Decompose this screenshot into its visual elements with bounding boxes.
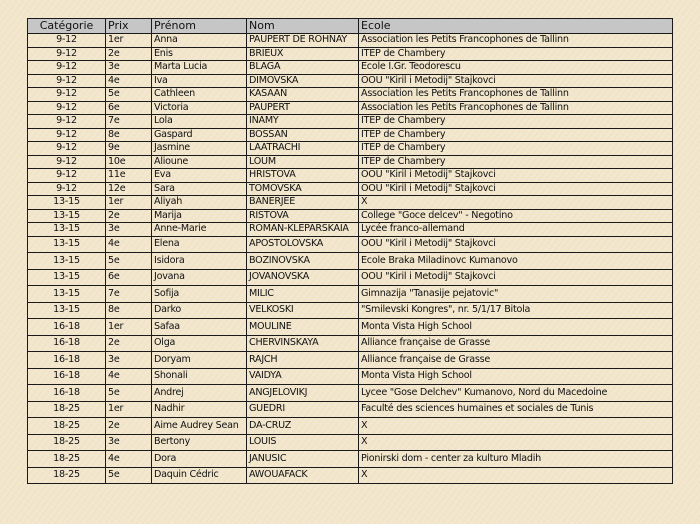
cell-prenom: Cathleen bbox=[152, 88, 247, 102]
cell-prix: 2e bbox=[106, 209, 152, 223]
cell-ecole: X bbox=[359, 434, 673, 451]
cell-prix: 2e bbox=[106, 335, 152, 352]
table-row bbox=[28, 368, 673, 385]
cell-categorie: 16-18 bbox=[28, 335, 106, 352]
cell-categorie: 9-12 bbox=[28, 155, 106, 169]
table-row bbox=[28, 115, 673, 129]
table-row bbox=[28, 401, 673, 418]
cell-prix: 9e bbox=[106, 142, 152, 156]
cell-ecole: ITEP de Chambery bbox=[359, 128, 673, 142]
cell-categorie: 9-12 bbox=[28, 182, 106, 196]
cell-nom: MILIC bbox=[247, 286, 359, 303]
cell-prenom: Safaa bbox=[152, 319, 247, 336]
table-row bbox=[28, 74, 673, 88]
cell-categorie: 16-18 bbox=[28, 319, 106, 336]
cell-ecole: OOU "Kiril i Metodij" Stajkovci bbox=[359, 182, 673, 196]
cell-prenom: Gaspard bbox=[152, 128, 247, 142]
cell-nom: LOUIS bbox=[247, 434, 359, 451]
cell-categorie: 9-12 bbox=[28, 47, 106, 61]
cell-prix: 8e bbox=[106, 128, 152, 142]
cell-ecole: Pionirski dom - center za kulturo Mladih bbox=[359, 451, 673, 468]
cell-nom: APOSTOLOVSKA bbox=[247, 236, 359, 253]
cell-prenom: Doryam bbox=[152, 352, 247, 369]
cell-nom: RISTOVA bbox=[247, 209, 359, 223]
cell-ecole: Ecole I.Gr. Teodorescu bbox=[359, 61, 673, 75]
cell-ecole: Faculté des sciences humaines et sociales de Tunis bbox=[359, 401, 673, 418]
table-row bbox=[28, 434, 673, 451]
cell-prix: 11e bbox=[106, 169, 152, 183]
cell-ecole: Monta Vista High School bbox=[359, 368, 673, 385]
cell-ecole: OOU "Kiril i Metodij" Stajkovci bbox=[359, 169, 673, 183]
cell-prenom: Isidora bbox=[152, 253, 247, 270]
table-row bbox=[28, 418, 673, 435]
cell-prenom: Sofija bbox=[152, 286, 247, 303]
cell-categorie: 18-25 bbox=[28, 418, 106, 435]
cell-ecole: OOU "Kiril i Metodij" Stajkovci bbox=[359, 74, 673, 88]
cell-ecole: X bbox=[359, 196, 673, 210]
cell-prenom: Marta Lucia bbox=[152, 61, 247, 75]
cell-prenom: Enis bbox=[152, 47, 247, 61]
cell-nom: ANGJELOVIKJ bbox=[247, 385, 359, 402]
cell-nom: BRIEUX bbox=[247, 47, 359, 61]
cell-ecole: Monta Vista High School bbox=[359, 319, 673, 336]
cell-prix: 7e bbox=[106, 286, 152, 303]
cell-ecole: OOU "Kiril i Metodij" Stajkovci bbox=[359, 269, 673, 286]
cell-ecole: ITEP de Chambery bbox=[359, 115, 673, 129]
cell-prix: 10e bbox=[106, 155, 152, 169]
table-row bbox=[28, 352, 673, 369]
cell-prenom: Dora bbox=[152, 451, 247, 468]
cell-prenom: Jasmine bbox=[152, 142, 247, 156]
cell-nom: VELKOSKI bbox=[247, 302, 359, 319]
cell-prenom: Andrej bbox=[152, 385, 247, 402]
cell-prenom: Jovana bbox=[152, 269, 247, 286]
table-row bbox=[28, 169, 673, 183]
cell-ecole: Association les Petits Francophones de Tallinn bbox=[359, 88, 673, 102]
cell-prix: 7e bbox=[106, 115, 152, 129]
cell-prenom: Olga bbox=[152, 335, 247, 352]
cell-prix: 2e bbox=[106, 418, 152, 435]
cell-nom: HRISTOVA bbox=[247, 169, 359, 183]
table-row bbox=[28, 101, 673, 115]
cell-nom: GUEDRI bbox=[247, 401, 359, 418]
table-row bbox=[28, 223, 673, 237]
cell-ecole: Gimnazija "Tanasije pejatovic" bbox=[359, 286, 673, 303]
cell-ecole: X bbox=[359, 418, 673, 435]
cell-categorie: 13-15 bbox=[28, 269, 106, 286]
cell-nom: VAIDYA bbox=[247, 368, 359, 385]
cell-nom: BOZINOVSKA bbox=[247, 253, 359, 270]
cell-categorie: 13-15 bbox=[28, 253, 106, 270]
cell-prenom: Eva bbox=[152, 169, 247, 183]
cell-prix: 4e bbox=[106, 236, 152, 253]
cell-prenom: Darko bbox=[152, 302, 247, 319]
cell-nom: PAUPERT bbox=[247, 101, 359, 115]
cell-nom: DIMOVSKA bbox=[247, 74, 359, 88]
cell-prenom: Daquin Cédric bbox=[152, 467, 247, 484]
table-row bbox=[28, 142, 673, 156]
results-table-container bbox=[27, 18, 672, 484]
cell-prenom: Anna bbox=[152, 34, 247, 48]
results-table bbox=[27, 18, 673, 484]
cell-nom: INAMY bbox=[247, 115, 359, 129]
table-row bbox=[28, 196, 673, 210]
cell-ecole: "Smilevski Kongres", nr. 5/1/17 Bitola bbox=[359, 302, 673, 319]
cell-prix: 5e bbox=[106, 467, 152, 484]
table-row bbox=[28, 319, 673, 336]
cell-categorie: 9-12 bbox=[28, 34, 106, 48]
cell-prix: 5e bbox=[106, 88, 152, 102]
cell-ecole: Alliance française de Grasse bbox=[359, 352, 673, 369]
cell-prenom: Aliyah bbox=[152, 196, 247, 210]
cell-ecole: X bbox=[359, 467, 673, 484]
cell-prix: 4e bbox=[106, 368, 152, 385]
cell-categorie: 9-12 bbox=[28, 61, 106, 75]
cell-nom: BANERJEE bbox=[247, 196, 359, 210]
cell-categorie: 18-25 bbox=[28, 401, 106, 418]
cell-ecole: ITEP de Chambery bbox=[359, 47, 673, 61]
cell-prix: 5e bbox=[106, 253, 152, 270]
cell-ecole: Ecole Braka Miladinovc Kumanovo bbox=[359, 253, 673, 270]
header-nom: Nom bbox=[247, 19, 359, 34]
table-row bbox=[28, 236, 673, 253]
cell-ecole: College "Goce delcev" - Negotino bbox=[359, 209, 673, 223]
table-row bbox=[28, 128, 673, 142]
cell-categorie: 18-25 bbox=[28, 434, 106, 451]
table-row bbox=[28, 269, 673, 286]
cell-categorie: 9-12 bbox=[28, 101, 106, 115]
cell-prenom: Lola bbox=[152, 115, 247, 129]
cell-categorie: 16-18 bbox=[28, 385, 106, 402]
cell-nom: JOVANOVSKA bbox=[247, 269, 359, 286]
cell-prix: 3e bbox=[106, 352, 152, 369]
header-prenom: Prénom bbox=[152, 19, 247, 34]
table-row bbox=[28, 451, 673, 468]
table-row bbox=[28, 385, 673, 402]
cell-nom: ROMAN-KLEPARSKAIA bbox=[247, 223, 359, 237]
cell-prix: 1er bbox=[106, 34, 152, 48]
cell-ecole: OOU "Kiril i Metodij" Stajkovci bbox=[359, 236, 673, 253]
cell-prix: 12e bbox=[106, 182, 152, 196]
cell-prenom: Alioune bbox=[152, 155, 247, 169]
table-row bbox=[28, 182, 673, 196]
table-row bbox=[28, 34, 673, 48]
cell-prix: 8e bbox=[106, 302, 152, 319]
cell-prenom: Marija bbox=[152, 209, 247, 223]
cell-nom: LOUM bbox=[247, 155, 359, 169]
cell-prenom: Anne-Marie bbox=[152, 223, 247, 237]
header-ecole: Ecole bbox=[359, 19, 673, 34]
cell-prenom: Iva bbox=[152, 74, 247, 88]
cell-prix: 1er bbox=[106, 196, 152, 210]
cell-ecole: Association les Petits Francophones de Tallinn bbox=[359, 101, 673, 115]
table-row bbox=[28, 155, 673, 169]
cell-categorie: 13-15 bbox=[28, 236, 106, 253]
cell-categorie: 9-12 bbox=[28, 74, 106, 88]
cell-prix: 4e bbox=[106, 451, 152, 468]
cell-categorie: 18-25 bbox=[28, 451, 106, 468]
cell-prix: 1er bbox=[106, 401, 152, 418]
cell-prix: 3e bbox=[106, 61, 152, 75]
cell-categorie: 9-12 bbox=[28, 142, 106, 156]
cell-prix: 2e bbox=[106, 47, 152, 61]
cell-prenom: Elena bbox=[152, 236, 247, 253]
header-prix: Prix bbox=[106, 19, 152, 34]
cell-categorie: 18-25 bbox=[28, 467, 106, 484]
cell-prix: 4e bbox=[106, 74, 152, 88]
cell-prix: 1er bbox=[106, 319, 152, 336]
cell-nom: MOULINE bbox=[247, 319, 359, 336]
table-row bbox=[28, 302, 673, 319]
header-row bbox=[28, 19, 673, 34]
cell-nom: CHERVINSKAYA bbox=[247, 335, 359, 352]
table-row bbox=[28, 88, 673, 102]
cell-prix: 5e bbox=[106, 385, 152, 402]
cell-prix: 6e bbox=[106, 269, 152, 286]
cell-categorie: 16-18 bbox=[28, 368, 106, 385]
cell-nom: LAATRACHI bbox=[247, 142, 359, 156]
cell-prenom: Victoria bbox=[152, 101, 247, 115]
cell-categorie: 16-18 bbox=[28, 352, 106, 369]
table-row bbox=[28, 61, 673, 75]
cell-prix: 6e bbox=[106, 101, 152, 115]
header-categorie: Catégorie bbox=[28, 19, 106, 34]
cell-categorie: 9-12 bbox=[28, 128, 106, 142]
cell-nom: BLAGA bbox=[247, 61, 359, 75]
table-row bbox=[28, 209, 673, 223]
cell-ecole: Lycee "Gose Delchev" Kumanovo, Nord du Macedoine bbox=[359, 385, 673, 402]
cell-nom: RAJCH bbox=[247, 352, 359, 369]
cell-nom: JANUSIC bbox=[247, 451, 359, 468]
cell-nom: BOSSAN bbox=[247, 128, 359, 142]
cell-prenom: Shonali bbox=[152, 368, 247, 385]
cell-prenom: Sara bbox=[152, 182, 247, 196]
cell-nom: DA-CRUZ bbox=[247, 418, 359, 435]
cell-categorie: 9-12 bbox=[28, 88, 106, 102]
cell-categorie: 13-15 bbox=[28, 209, 106, 223]
cell-prix: 3e bbox=[106, 434, 152, 451]
cell-nom: TOMOVSKA bbox=[247, 182, 359, 196]
table-row bbox=[28, 253, 673, 270]
table-row bbox=[28, 286, 673, 303]
cell-categorie: 13-15 bbox=[28, 286, 106, 303]
cell-categorie: 13-15 bbox=[28, 196, 106, 210]
cell-prix: 3e bbox=[106, 223, 152, 237]
cell-ecole: Association les Petits Francophones de Tallinn bbox=[359, 34, 673, 48]
cell-ecole: Alliance française de Grasse bbox=[359, 335, 673, 352]
cell-categorie: 13-15 bbox=[28, 223, 106, 237]
cell-prenom: Bertony bbox=[152, 434, 247, 451]
cell-nom: AWOUAFACK bbox=[247, 467, 359, 484]
table-row bbox=[28, 467, 673, 484]
table-row bbox=[28, 335, 673, 352]
cell-prenom: Aime Audrey Sean bbox=[152, 418, 247, 435]
cell-ecole: ITEP de Chambery bbox=[359, 155, 673, 169]
cell-categorie: 9-12 bbox=[28, 169, 106, 183]
cell-prenom: Nadhir bbox=[152, 401, 247, 418]
cell-nom: PAUPERT DE ROHNAY bbox=[247, 34, 359, 48]
cell-categorie: 9-12 bbox=[28, 115, 106, 129]
cell-nom: KASAAN bbox=[247, 88, 359, 102]
cell-ecole: Lycée franco-allemand bbox=[359, 223, 673, 237]
cell-categorie: 13-15 bbox=[28, 302, 106, 319]
table-row bbox=[28, 47, 673, 61]
cell-ecole: ITEP de Chambery bbox=[359, 142, 673, 156]
